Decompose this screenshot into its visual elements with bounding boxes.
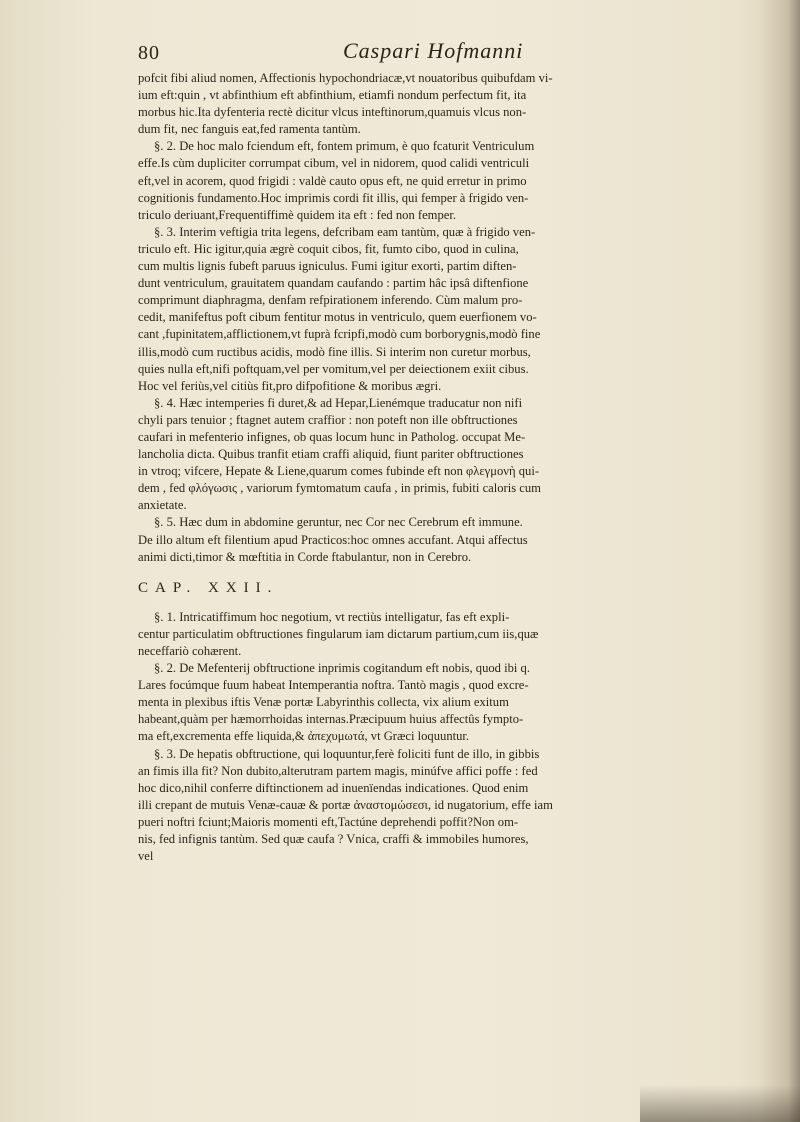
text-line: hoc dico,nihil conferre diftinctionem ad inuenïendas indicationes. Quod enim xyxy=(138,780,529,795)
text-line: pueri noftri fciunt;Maioris momenti eft,Tactúne deprehendi poffit?Non om- xyxy=(138,814,519,829)
text-line: pofcit fibi aliud nomen, Affectionis hypochondriacæ,vt nouatoribus quibufdam vi- xyxy=(138,71,553,85)
text-line: in vtroq; vifcere, Hepate & Liene,quarum comes fubinde eft non φλεγμονὴ qui- xyxy=(138,464,540,479)
text-line: dem , fed φλόγωσις , variorum fymtomatum caufa , in primis, fubiti caloris cum xyxy=(138,481,541,496)
text-line: dum fit, nec fanguis eat,fed ramenta tantùm. xyxy=(138,122,361,137)
text-line: De illo altum eft filentium apud Practicos:hoc omnes accufant. Atqui affectus xyxy=(138,532,528,547)
text-line: dunt ventriculum, grauitatem quandam caufando : partim hâc ipsâ diftenfione xyxy=(138,276,529,291)
text-line: §. 3. Interim veftigia trita legens, defcribam eam tantùm, quæ à frigido ven- xyxy=(154,224,536,239)
text-line: habeant,quàm per hæmorrhoidas internas.Præcipuum huius affectûs fympto- xyxy=(138,712,524,727)
catchword: vel xyxy=(138,849,154,864)
text-line: lancholia dicta. Quibus tranfit etiam craffi aliquid, fiunt pariter obftructiones xyxy=(138,447,524,462)
body-text xyxy=(138,70,740,865)
text-line: §. 1. Intricatiffimum hoc negotium, vt rectiùs intelligatur, fas eft expli- xyxy=(154,609,510,624)
text-line: menta in plexibus iftis Venæ portæ Labyrinthis collecta, vix alium exitum xyxy=(138,695,509,710)
text-line: chyli pars tenuior ; ftagnet autem craffior : non poteft non ille obftructiones xyxy=(138,412,518,427)
text-line: an fimis illa fit? Non dubito,alterutram partem magis, minúfve affici poffe : fed xyxy=(138,763,538,778)
text-line: triculo eft. Hic igitur,quia ægrè coquit cibos, fit, fumto cibo, quod in culina, xyxy=(138,241,519,256)
text-line: §. 2. De Mefenterij obftructione inprimis cogitandum eft nobis, quod ibi q. xyxy=(154,661,530,676)
text-line: anxietate. xyxy=(138,498,187,513)
text-line: quies nulla eft,nifi poftquam,vel per vomitum,vel per deiectionem exiit cibus. xyxy=(138,361,529,376)
text-line: cant ,fupinitatem,afflictionem,vt fuprà fcripfi,modò cum borborygnis,modò fine xyxy=(138,327,541,342)
text-line: triculo deriuant,Frequentiffimè quidem ita eft : fed non femper. xyxy=(138,207,457,222)
text-line: effe.Is cùm dupliciter corrumpat cibum, vel in nidorem, quod calidi ventriculi xyxy=(138,156,530,171)
page-number: 80 xyxy=(138,42,160,64)
text-line: cum multis lignis fubeft paruus igniculus. Fumi igitur exorti, partim diften- xyxy=(138,259,517,274)
text-line: comprimunt diaphragma, denfam refpirationem inferendo. Cùm malum pro- xyxy=(138,293,523,308)
text-line: caufari in mefenterio infignes, ob quas locum hunc in Patholog. occupat Me- xyxy=(138,429,526,444)
text-line: illis,modò cum ructibus acidis, modò fine illis. Si interim non curetur morbus, xyxy=(138,344,531,359)
text-line: Hoc vel feriùs,vel citiùs fit,pro difpofitione & moribus ægri. xyxy=(138,378,442,393)
chapter-heading: CAP. XXII. xyxy=(138,579,279,596)
page-corner-shadow xyxy=(640,1085,800,1122)
text-line: neceffariò cohærent. xyxy=(138,644,242,658)
running-header xyxy=(138,38,738,68)
text-line: nis, fed infignis tantùm. Sed quæ caufa ? Vnica, craffi & immobiles humores, xyxy=(138,832,529,847)
text-line: Lares focúmque fuum habeat Intemperantia noftra. Tantò magis , quod excre- xyxy=(138,678,529,693)
text-line: ium eft:quin , vt abfinthium eft abfinthium, etiamfi nondum perfectum fit, ita xyxy=(138,88,527,103)
text-line: cedit, manifeftus poft cibum fentitur motus in ventriculo, quem euerfionem vo- xyxy=(138,310,537,325)
text-line: eft,vel in acorem, quod frigidi : valdè cauto opus eft, ne quid erretur in primo xyxy=(138,173,527,188)
text-line: animi dicti,timor & mœftitia in Corde ftabulantur, non in Cerebro. xyxy=(138,549,472,564)
running-title: Caspari Hofmanni xyxy=(343,38,524,63)
text-line: §. 3. De hepatis obftructione, qui loquuntur,ferè foliciti funt de illo, in gibbis xyxy=(154,746,540,761)
text-line: §. 4. Hæc intemperies fi duret,& ad Hepar,Lienémque traducatur non nifi xyxy=(154,395,523,410)
text-line: morbus hic.Ita dyfenteria rectè dicitur vlcus inteftinorum,quamuis vlcus non- xyxy=(138,105,527,120)
text-line: illi crepant de mutuis Venæ-cauæ & portæ ἀναστομώσεσι, id nugatorium, effe iam xyxy=(138,797,553,812)
page-edge-shadow xyxy=(760,0,800,1122)
text-line: centur particulatim obftructiones fingularum iam dictarum partium,cum iis,quæ xyxy=(138,626,539,641)
text-line: §. 2. De hoc malo fciendum eft, fontem primum, è quo fcaturit Ventriculum xyxy=(154,139,535,154)
text-line: cognitionis fundamento.Hoc imprimis cordi fit illis, qui femper à frigido ven- xyxy=(138,190,529,205)
text-line: §. 5. Hæc dum in abdomine geruntur, nec Cor nec Cerebrum eft immune. xyxy=(154,515,523,530)
text-line: ma eft,excrementa effe liquida,& ἀπεχυμωτά, vt Græci loquuntur. xyxy=(138,729,470,744)
